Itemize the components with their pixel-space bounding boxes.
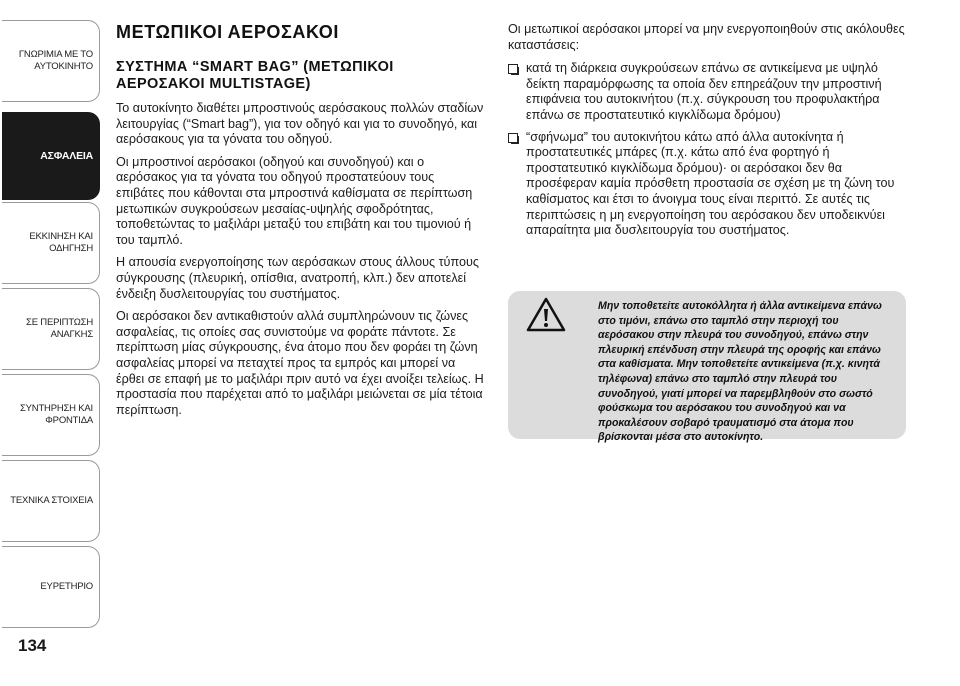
list-item — [508, 61, 908, 123]
list-item-text: κατά τη διάρκεια συγκρούσεων επάνω σε αντικείμενα με υψηλό δείκτη παραμόρφωσης τα οποία δεν επηρεάζουν την μπροστινή επιφάνεια του αυτοκινήτου (π.χ. σύγκρουση του προφυλακτήρα επάνω σε προστατευτικό κιγκλίδωμα δρόμου) — [526, 61, 882, 122]
warning-box — [508, 291, 906, 444]
checkbox-bullet-icon — [508, 133, 518, 143]
tab-technical-data[interactable] — [2, 460, 100, 542]
tab-label: ΤΕΧΝΙΚΑ ΣΤΟΙΧΕΙΑ — [10, 495, 93, 506]
intro-paragraph: Οι μετωπικοί αερόσακοι μπορεί να μην ενεργοποιηθούν στις ακόλουθες καταστάσεις: — [508, 22, 905, 52]
paragraph: Το αυτοκίνητο διαθέτει μπροστινούς αερόσακους πολλών σταδίων λειτουργίας (“Smart bag”), για τον οδηγό και για το συνοδηγό, και αερόσακους για τα γόνατα του οδηγού. — [116, 101, 484, 147]
section-subtitle: ΣΥΣΤΗΜΑ “SMART BAG” (ΜΕΤΩΠΙΚΟΙ ΑΕΡΟΣΑΚΟΙ MULTISTAGE) — [116, 59, 394, 92]
list-item-text: “σφήνωμα” του αυτοκινήτου κάτω από άλλα αυτοκίνητα ή προστατευτικές μπάρες (π.χ. κάτω από ένα φορτηγό ή προστατευτικό κιγκλίδωμα δρόμου)· οι αερόσακοι δεν θα προσέφεραν καμία πρόσθετη προστασία σε σχέση με τη ζώνη του καθίσματος και έτσι το άνοιγμα τους είναι περιττό. Σε αυτές τις περιπτώσεις η μη ενεργοποίηση του αερόσακου δεν υποδεικνύει απαραίτητα μια δυσλειτουργία του συστήματος. — [526, 129, 895, 238]
tab-label: ΓΝΩΡΙΜΙΑ ΜΕ ΤΟ ΑΥΤΟΚΙΝΗΤΟ — [18, 49, 93, 72]
tab-index[interactable] — [2, 546, 100, 628]
tab-label: ΕΥΡΕΤΗΡΙΟ — [40, 581, 93, 592]
tab-starting-driving[interactable] — [2, 202, 100, 284]
paragraph: Η απουσία ενεργοποίησης των αερόσακων στους άλλους τύπους σύγκρουσης (πλευρική, οπίσθια, ανατροπή, κλπ.) δεν αποτελεί ένδειξη δυσλειτουργίας του συστήματος. — [116, 255, 479, 301]
tab-getting-to-know[interactable] — [2, 20, 100, 102]
warning-text-body: Μην τοποθετείτε αυτοκόλλητα ή άλλα αντικείμενα επάνω στο τιμόνι, επάνω στο ταμπλό στην περιοχή του αερόσακου στην πλευρά του συνοδηγού, επάνω στην πλευρική επένδυση στην πλευρά της οροφής και επάνω στα καθίσματα. Μην τοποθετείτε αντικείμενα (π.χ. κινητά τηλέφωνα) επάνω στο ταμπλό στην πλευρά του συνοδηγού, γιατί μπορεί να παρεμβληθούν στο σωστό φούσκωμα του αερόσακου του συνοδηγού και να προκαλέσουν σοβαρό τραυματισμό στα άτομα που βρίσκονται μέσα στο αυτοκίνητο. — [598, 300, 882, 444]
tab-label: ΑΣΦΑΛΕΙΑ — [40, 150, 93, 162]
checkbox-bullet-icon — [508, 64, 518, 74]
tab-label: ΕΚΚΙΝΗΣΗ ΚΑΙ ΟΔΗΓΗΣΗ — [29, 231, 93, 254]
page-number: 134 — [18, 636, 47, 655]
left-column — [116, 22, 486, 425]
paragraph: Οι μπροστινοί αερόσακοι (οδηγού και συνοδηγού) και ο αερόσακος για τα γόνατα του οδηγού προστατεύουν τους επιβάτες που κάθονται στα μπροστινά καθίσματα σε περίπτωση μετωπικών συγκρούσεων μεσαίας-υψηλής σφοδρότητας, τοποθετώντας το μαξιλάρι μεταξύ του επιβάτη και του τιμονιού ή του ταμπλό. — [116, 154, 473, 247]
right-column — [508, 22, 908, 245]
warning-triangle-icon — [526, 297, 566, 333]
tab-label: ΣΕ ΠΕΡΙΠΤΩΣΗ ΑΝΑΓΚΗΣ — [26, 317, 93, 340]
paragraph: Οι αερόσακοι δεν αντικαθιστούν αλλά συμπληρώνουν τις ζώνες ασφαλείας, τις οποίες σας συνιστούμε να φοράτε πάντοτε. Σε περίπτωση μίας σύγκρουσης, ένα άτομο που δεν φοράει τη ζώνη ασφαλείας μπορεί να πεταχτεί προς τα εμπρός και μπορεί να έρθει σε επαφή με το μαξιλάρι πριν αυτό να έχει ανοίξει τελείως. Η προστασία που παρέχεται από το μαξιλάρι μειώνεται σε μία τέτοια περίπτωση. — [116, 309, 484, 417]
section-title: ΜΕΤΩΠΙΚΟΙ ΑΕΡΟΣΑΚΟΙ — [116, 22, 339, 42]
section-tabs — [0, 0, 106, 686]
tab-safety[interactable] — [2, 112, 100, 200]
list-item — [508, 130, 908, 239]
tab-emergency[interactable] — [2, 288, 100, 370]
warning-text — [522, 299, 894, 445]
tab-maintenance[interactable] — [2, 374, 100, 456]
tab-label: ΣΥΝΤΗΡΗΣΗ ΚΑΙ ΦΡΟΝΤΙΔΑ — [19, 403, 93, 426]
